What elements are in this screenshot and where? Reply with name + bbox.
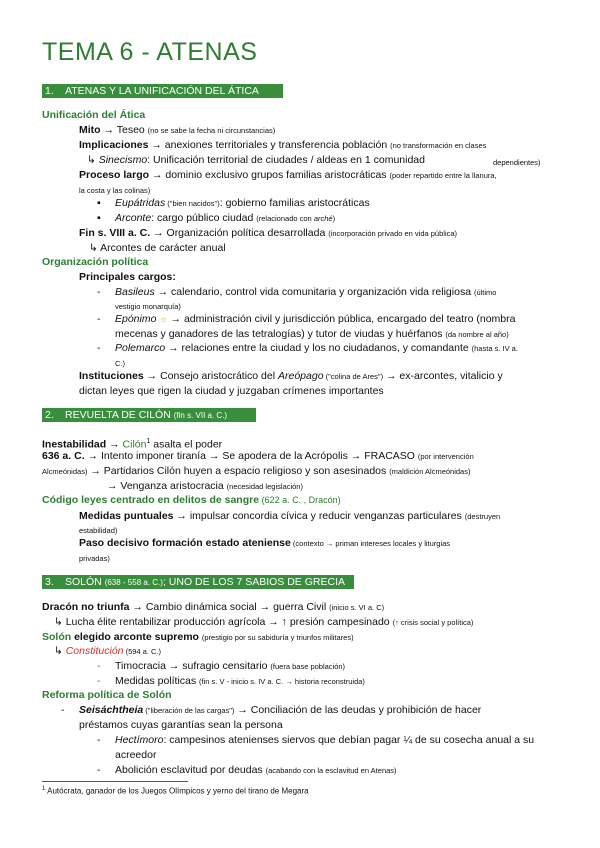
text: : Unificación territorial de ciudades / aldeas en 1 comunidad	[147, 154, 425, 166]
text: → anexiones territoriales y transferencia población	[148, 139, 391, 151]
term: Mito	[79, 124, 101, 136]
text: → relaciones entre la ciudad y los no ciudadanos, y comandante	[165, 342, 472, 354]
text: mecenas y ganadores de las tetralogías) y tutor de viudas y huérfanos	[115, 328, 446, 340]
note: (necesidad legislación)	[226, 482, 303, 491]
footnote-ref: 1	[146, 438, 151, 445]
term: Hectímoro	[115, 734, 164, 746]
note: (relacionado con	[256, 214, 314, 223]
note: (destruyen	[464, 512, 501, 521]
term: Instituciones	[79, 370, 144, 382]
term: Solón	[42, 631, 72, 643]
line-eponimo-2	[115, 328, 509, 341]
footnote-divider	[42, 781, 188, 782]
section-label-small: (638 - 558 a. C.)	[104, 578, 163, 587]
line-cargos: Principales cargos:	[79, 271, 176, 283]
bullet-icon: -	[97, 734, 101, 746]
term: Basileus	[115, 286, 155, 298]
line-eponimo	[97, 313, 515, 326]
note: ("colina de Ares")	[323, 372, 384, 381]
note: (inicio s. VI a. C)	[329, 603, 385, 612]
note: )	[332, 214, 336, 223]
section-label: REVUELTA DE CILÓN	[65, 409, 171, 421]
bullet-icon: -	[97, 675, 101, 687]
term: Dracón no triunfa	[42, 601, 130, 613]
line-hectimoro	[97, 734, 534, 747]
text: → Partidarios Cilón huyen a espacio religioso y son asesinados	[87, 465, 390, 477]
footnote	[42, 786, 309, 796]
line-636-3	[107, 480, 303, 493]
subheading: Código leyes centrado en delitos de sangre	[42, 494, 260, 506]
line-paso	[79, 537, 450, 550]
note: (acabando con la esclavitud en Atenas)	[265, 766, 397, 775]
text: → Cambio dinámica social → guerra Civil	[129, 601, 330, 613]
line-implicaciones	[79, 139, 486, 152]
line-lucha	[54, 616, 473, 629]
term: Seisáchtheia	[79, 704, 144, 716]
bullet-icon: -	[97, 660, 101, 672]
term: Cilón	[122, 438, 147, 451]
section-label: ATENAS Y LA UNIFICACIÓN DEL ÁTICA	[65, 85, 259, 97]
term: Paso decisivo formación estado ateniense	[79, 537, 291, 549]
term: Inestabilidad	[42, 438, 107, 451]
line-seisachtheia-2: préstamos cuyas garantías sean la persona	[79, 719, 283, 731]
page-title: TEMA 6 - ATENAS	[42, 38, 258, 66]
line-fin-s-viii	[79, 227, 457, 240]
line-mito	[79, 124, 275, 137]
footnote-number: 1	[42, 786, 46, 792]
line-medidas	[79, 510, 500, 523]
text: asalta el poder	[150, 438, 223, 451]
text: → ex-arcontes, vitalicio y	[383, 370, 503, 382]
note: (hasta s. IV a.	[471, 344, 518, 353]
note: (último	[473, 288, 497, 297]
term: Implicaciones	[79, 139, 149, 151]
bullet-icon: ▪	[97, 212, 101, 224]
line-instituciones-2: dictan leyes que rigen la ciudad y juzgaban crímenes importantes	[79, 385, 384, 397]
line-timocracia	[97, 660, 345, 673]
note-proceso-2: la costa y las colinas)	[79, 186, 151, 195]
note: (contexto → priman intereses locales y liturgias	[290, 539, 451, 548]
text: → calendario, control vida comunitaria y organización vida religiosa	[154, 286, 474, 298]
text: : campesinos atenienses siervos que debían pagar ¼ de su cosecha anual a su	[163, 734, 535, 746]
note: ("bien nacidos")	[165, 199, 220, 208]
bullet-icon: -	[97, 286, 101, 298]
term: Epónimo	[115, 313, 157, 325]
footnote-text: Autócrata, ganador de los Juegos Olímpicos y yerno del tirano de Megara	[45, 786, 309, 796]
note: ("liberación de las cargas")	[143, 706, 235, 715]
note: (622 a. C. , Dracón)	[259, 495, 341, 505]
text: → dominio exclusivo grupos familias aristocráticas	[149, 169, 390, 181]
note-polemarco-2: C.)	[115, 359, 125, 368]
text: → Intento imponer tiranía → Se apodera de la Acrópolis → FRACASO	[84, 450, 418, 462]
note: (fin s. V - inicio s. IV a. C. → historia reconstruida)	[199, 677, 365, 686]
bullet-icon: ▪	[97, 197, 101, 209]
term: Constitución	[65, 645, 124, 657]
term: Medidas puntuales	[79, 510, 174, 522]
note: (↑ crisis social y política)	[392, 618, 474, 627]
note: arché	[313, 214, 333, 223]
note-basileus-2: vestigio monarquía)	[115, 302, 181, 311]
line-seisachtheia	[61, 704, 481, 717]
text: ↳ Lucha élite rentabilizar producción agrícola → ↑ presión campesinado	[54, 616, 393, 628]
text: → impulsar concordia cívica y reducir venganzas particulares	[173, 510, 465, 522]
line-dracon	[42, 601, 384, 614]
term: Proceso largo	[79, 169, 150, 181]
note-dependientes: dependientes)	[493, 158, 541, 167]
line-636-2	[42, 465, 470, 478]
text: → Organización política desarrollada	[150, 227, 329, 239]
text: → Conciliación de las deudas y prohibición de hacer	[234, 704, 482, 716]
line-arcontes-anual: ↳ Arcontes de carácter anual	[89, 242, 226, 254]
note: (por intervención	[417, 452, 474, 461]
subheading-organizacion: Organización política	[42, 256, 149, 268]
note: (da nombre al año)	[445, 330, 509, 339]
line-hectimoro-2: acreedor	[115, 749, 157, 761]
note: (maldición Alcmeónidas)	[389, 467, 471, 476]
bullet-icon: -	[61, 704, 65, 716]
term: 636 a. C.	[42, 450, 85, 462]
note: (prestigio por su sabiduría y triunfos militares)	[201, 633, 354, 642]
text: → Teseo	[100, 124, 148, 136]
note: (no transformación en clases	[390, 141, 487, 150]
bullet-icon: -	[97, 313, 101, 325]
term: Arconte	[115, 212, 152, 224]
section-number: 2.	[45, 409, 54, 421]
note: (poder repartido entre la llanura,	[389, 171, 497, 180]
arrow-icon: ↳	[87, 154, 99, 166]
line-proceso	[79, 169, 497, 182]
note-paso-2: privadas)	[79, 554, 110, 563]
line-abolicion	[97, 764, 397, 777]
subheading-reforma: Reforma política de Solón	[42, 689, 172, 701]
text: : gobierno familias aristocráticas	[219, 197, 370, 209]
bullet-icon: -	[97, 342, 101, 354]
text: →	[106, 438, 123, 451]
term: Eupátridas	[115, 197, 166, 209]
line-polemarco	[97, 342, 518, 355]
sun-icon: ☼	[159, 314, 168, 324]
section-3-heading	[42, 575, 354, 589]
line-arconte	[97, 212, 335, 225]
note: (594 a. C.)	[123, 647, 162, 656]
section-label-small: (fin s. VII a. C.)	[173, 411, 228, 420]
section-number: 1.	[45, 85, 54, 97]
line-instituciones	[79, 370, 503, 383]
line-basileus	[97, 286, 496, 299]
section-number: 3.	[45, 576, 54, 588]
term: Sinecismo	[98, 154, 148, 166]
line-medidas-politicas	[97, 675, 365, 688]
note: (incorporación privado en vida pública)	[328, 229, 458, 238]
text: Timocracia → sufragio censitario	[115, 660, 271, 672]
term: Fin s. VIII a. C.	[79, 227, 151, 239]
note: (no se sabe la fecha ni circunstancias)	[147, 126, 276, 135]
text: Medidas políticas	[115, 675, 200, 687]
line-codigo	[42, 494, 341, 507]
section-label-2: ; UNO DE LOS 7 SABIOS DE GRECIA	[162, 576, 345, 588]
subheading-unificacion: Unificación del Ática	[42, 109, 146, 121]
section-label: SOLÓN	[65, 576, 102, 588]
line-solon	[42, 631, 354, 644]
text: elegido arconte supremo	[71, 631, 202, 643]
note-medidas-2: estabilidad)	[79, 526, 118, 535]
section-1-heading	[42, 84, 283, 98]
arrow-icon: ↳	[54, 645, 66, 657]
term: Polemarco	[115, 342, 166, 354]
text: → Venganza aristocracia	[107, 480, 227, 492]
line-eupatridas	[97, 197, 370, 210]
text: : cargo público ciudad	[151, 212, 257, 224]
line-636	[42, 450, 474, 463]
bullet-icon: -	[97, 764, 101, 776]
text: → Consejo aristocrático del	[143, 370, 278, 382]
section-2-heading	[42, 408, 256, 422]
text: → administración civil y jurisdicción pública, encargado del teatro (nombra	[167, 313, 516, 325]
term: Areópago	[278, 370, 324, 382]
note: (fuera base población)	[270, 662, 346, 671]
line-constitucion	[54, 645, 161, 658]
line-sinecismo	[87, 154, 425, 167]
note: Alcmeónidas)	[42, 467, 88, 476]
text: Abolición esclavitud por deudas	[115, 764, 266, 776]
